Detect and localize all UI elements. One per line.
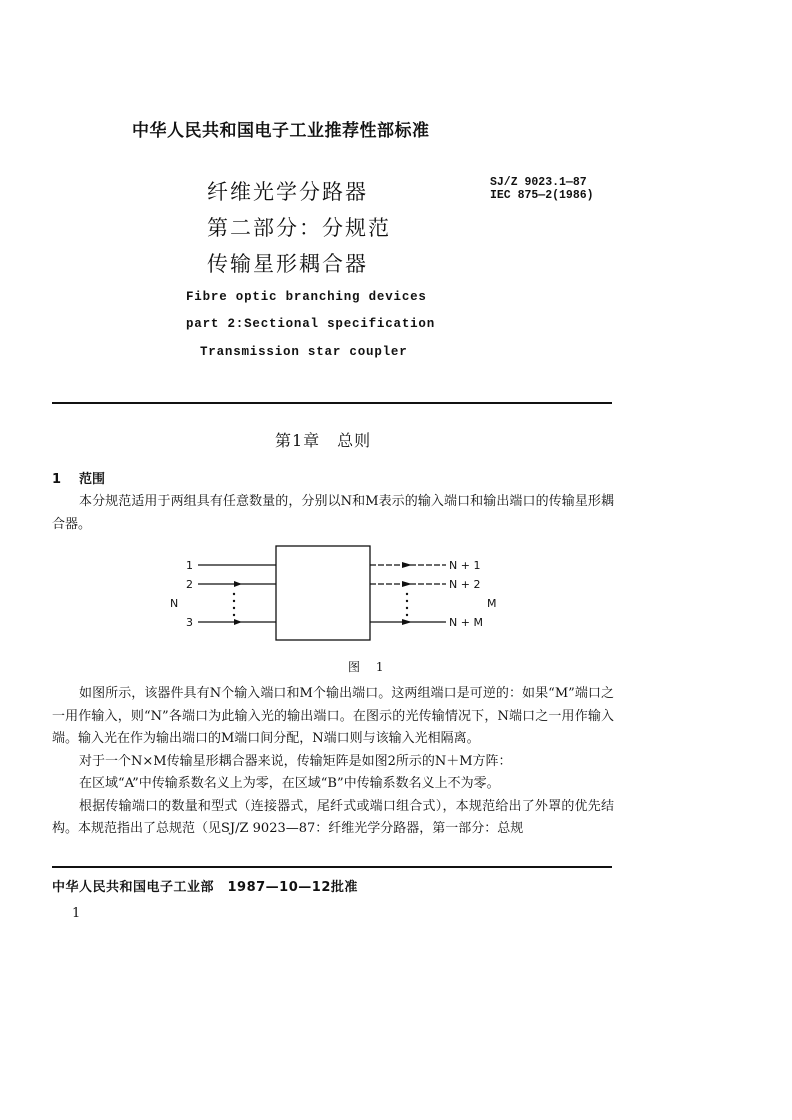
standard-code-sj: SJ/Z 9023.1—87: [490, 176, 587, 189]
input-ellipsis: [233, 593, 235, 616]
paragraph-description: 如图所示，该器件具有N个输入端口和M个输出端口。这两组端口是可逆的：如果“M”端口之一用作输入，则“N”各端口为此输入光的输出端口。在图示的光传输情况下，N端口之一用作输入端。输入光在作为输出端口的M端口间分配，N端口则与该输入光相隔离。: [52, 686, 614, 746]
title-zh-line3: 传输星形耦合器: [207, 252, 368, 276]
issuing-organization: 中华人民共和国电子工业推荐性部标准: [132, 121, 430, 141]
output-label-1: N + 1: [449, 559, 481, 572]
output-group-label: M: [487, 597, 497, 610]
input-label-1: 1: [186, 559, 193, 572]
output-arrow-2: [402, 581, 412, 587]
output-ellipsis: [406, 593, 408, 616]
section-heading: [52, 468, 105, 487]
output-label-3: N + M: [449, 616, 483, 629]
scope-paragraph: [52, 491, 614, 536]
chapter-title: 第1章 总则: [275, 431, 372, 450]
body-text: [52, 683, 614, 841]
input-label-3: 3: [186, 616, 193, 629]
input-arrow-2: [234, 581, 242, 587]
title-en-line3: Transmission star coupler: [200, 345, 408, 359]
title-en-line1: Fibre optic branching devices: [186, 290, 427, 304]
page-number: 1: [72, 906, 81, 921]
header-divider: [52, 402, 612, 404]
title-zh-line2: 第二部分：分规范: [207, 216, 391, 240]
output-arrow-1: [402, 562, 412, 568]
section-number: 1: [52, 472, 62, 487]
paragraph-structure: 根据传输端口的数量和型式（连接器式，尾纤式或端口组合式），本规范给出了外罩的优先结构。本规范指出了总规范（见SJ/Z 9023—87：纤维光学分路器，第一部分：总规: [52, 798, 614, 836]
approval-line: 中华人民共和国电子工业部 1987—10—12批准: [52, 880, 358, 895]
paragraph-matrix: 对于一个N×M传输星形耦合器来说，传输矩阵是如图2所示的N＋M方阵：: [79, 753, 512, 769]
input-label-2: 2: [186, 578, 193, 591]
output-label-2: N + 2: [449, 578, 481, 591]
coupler-box: [276, 546, 370, 640]
standard-code-iec: IEC 875—2(1986): [490, 189, 594, 202]
section-title: 范围: [79, 472, 106, 487]
title-zh-line1: 纤维光学分路器: [207, 180, 368, 204]
figure-caption: 图 1: [348, 660, 390, 674]
figure-1-star-coupler: [150, 540, 520, 650]
paragraph-scope: 本分规范适用于两组具有任意数量的，分别以N和M表示的输入端口和输出端口的传输星形耦合器。: [52, 494, 614, 532]
title-en-line2: part 2:Sectional specification: [186, 317, 436, 331]
output-arrow-3: [402, 619, 412, 625]
input-group-label: N: [170, 597, 179, 610]
paragraph-regions: 在区域“A”中传输系数名义上为零，在区域“B”中传输系数名义上不为零。: [79, 776, 500, 791]
footer-divider: [52, 866, 612, 868]
input-arrow-3: [234, 619, 242, 625]
